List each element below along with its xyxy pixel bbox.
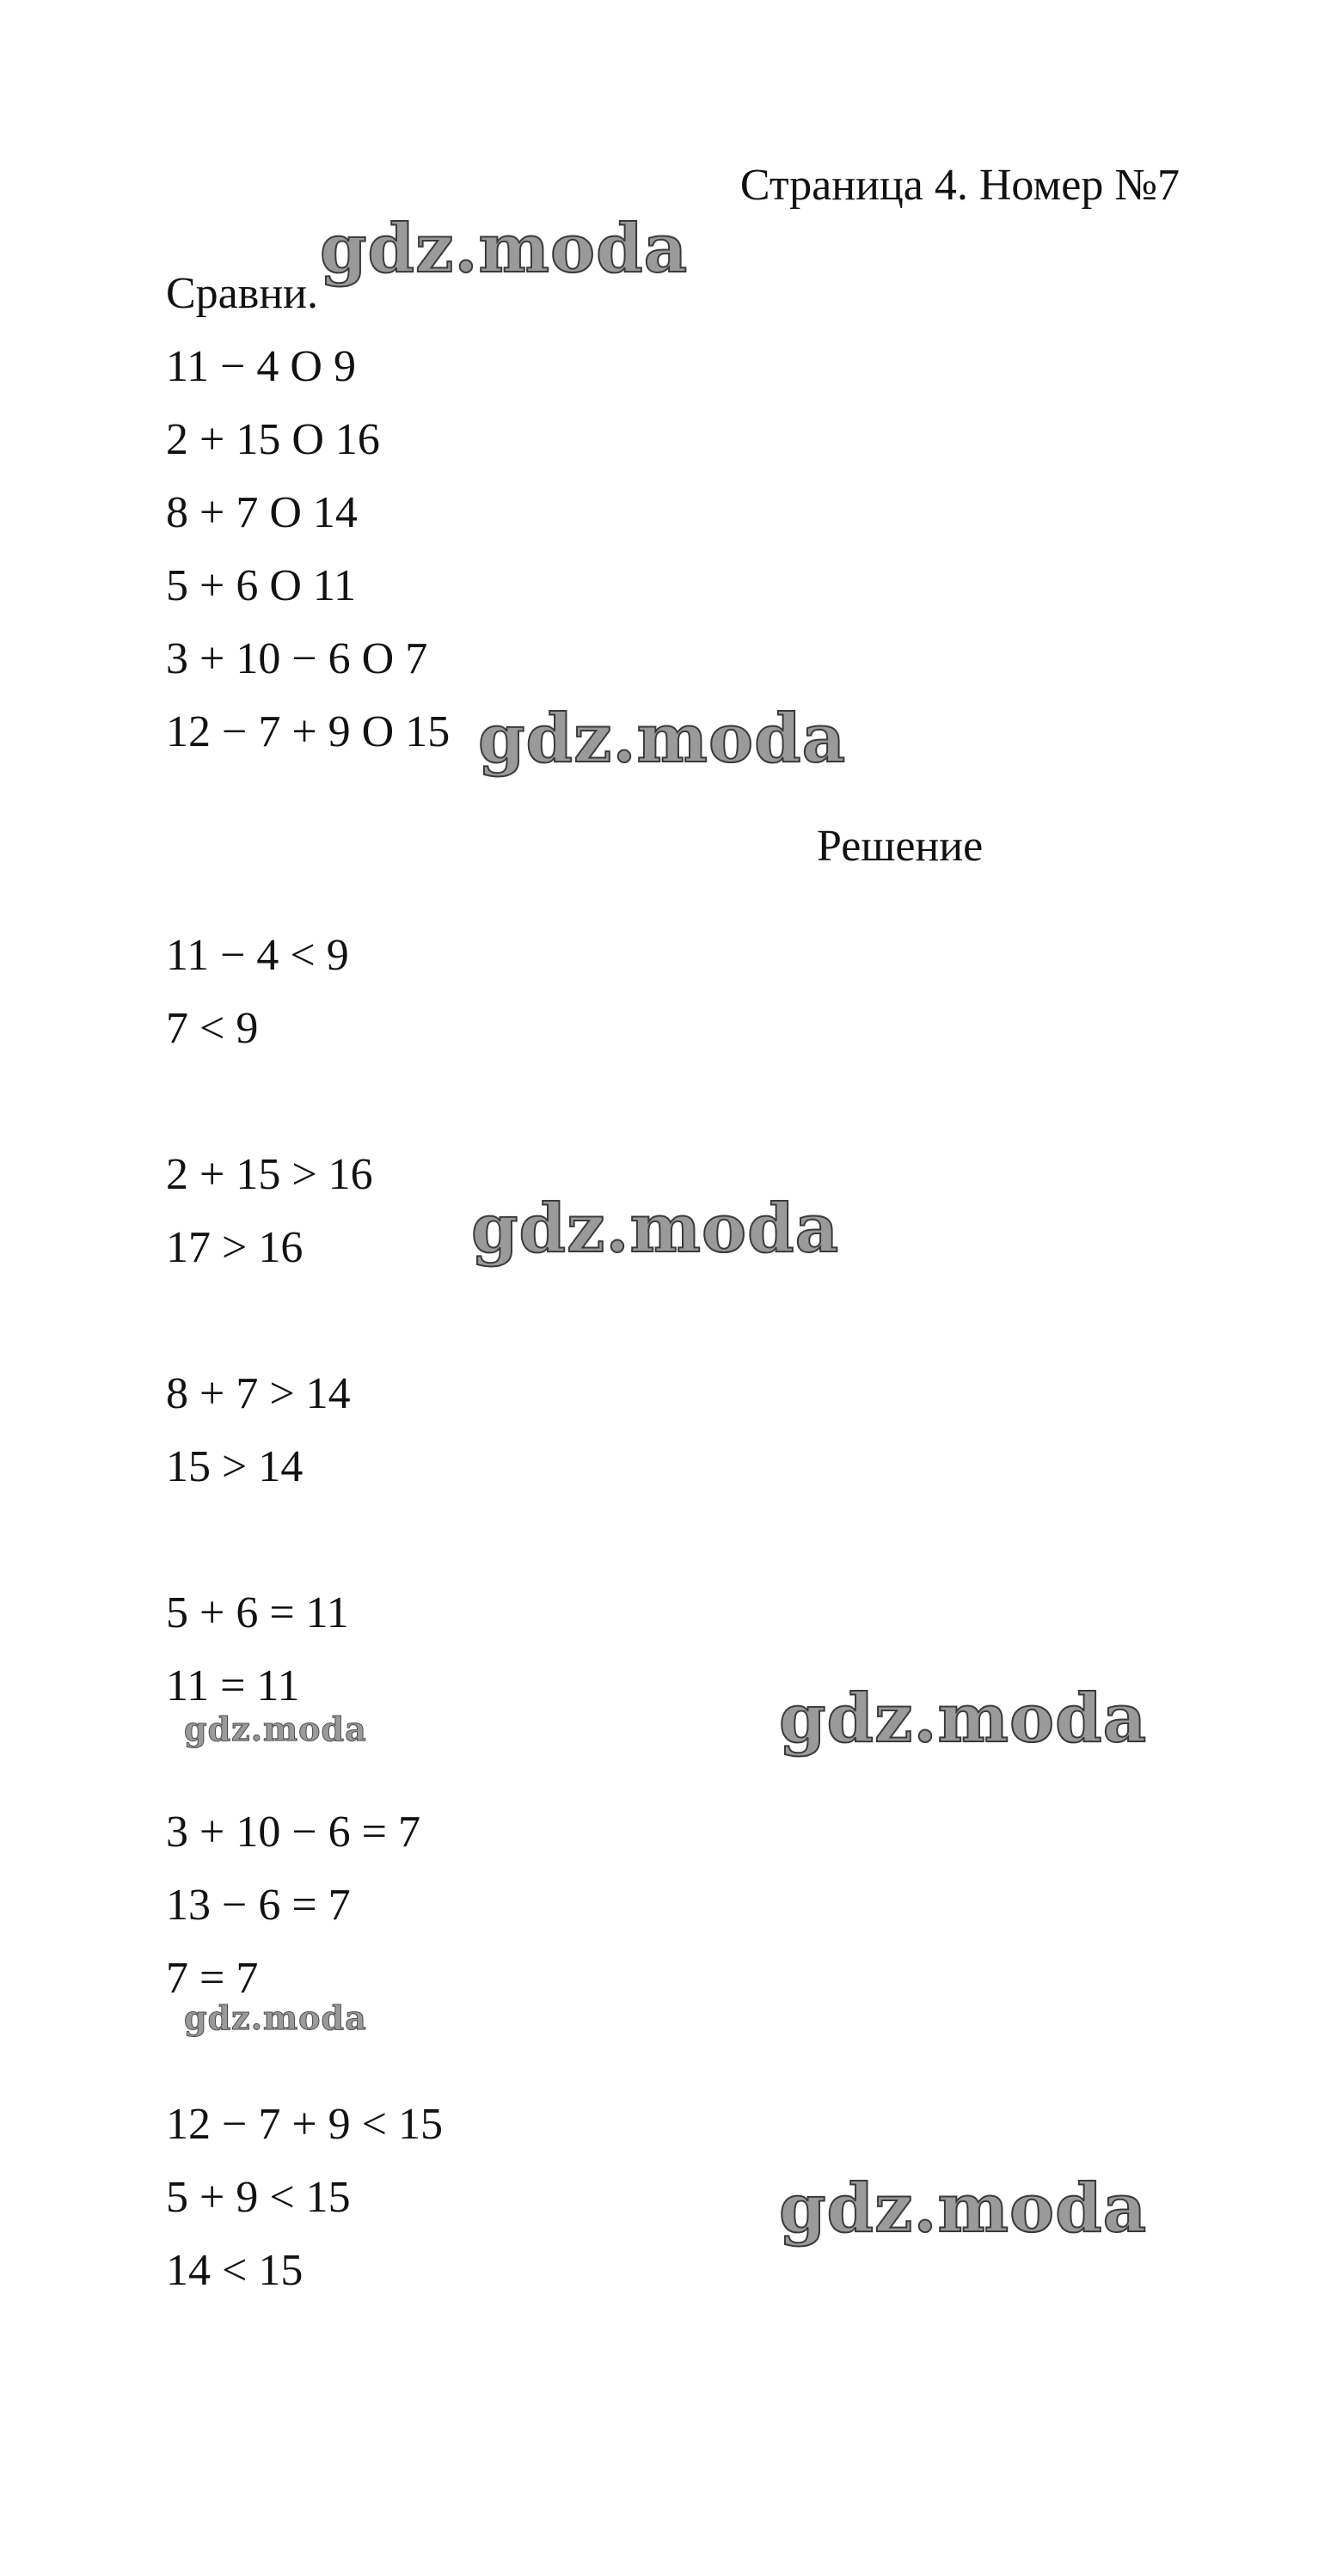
solution-line: 17 > 16 <box>166 1223 304 1272</box>
solution-title: Решение <box>817 822 984 871</box>
task-item: 5 + 6 O 11 <box>166 561 356 610</box>
task-title: Сравни. <box>166 269 318 318</box>
watermark: gdz.moda <box>184 1710 367 1748</box>
solution-line: 12 − 7 + 9 < 15 <box>166 2100 443 2149</box>
watermark: gdz.moda <box>779 1680 1148 1758</box>
page-header: Страница 4. Номер №7 <box>739 161 1180 210</box>
solution-line: 15 > 14 <box>166 1442 304 1491</box>
solution-line: 8 + 7 > 14 <box>166 1369 351 1418</box>
task-item: 2 + 15 O 16 <box>166 415 380 464</box>
watermark: gdz.moda <box>779 2169 1148 2248</box>
solution-line: 11 − 4 < 9 <box>166 931 349 980</box>
watermark: gdz.moda <box>184 1998 367 2037</box>
watermark: gdz.moda <box>320 210 689 288</box>
task-item: 12 − 7 + 9 O 15 <box>166 707 451 756</box>
watermark: gdz.moda <box>478 700 847 778</box>
solution-line: 2 + 15 > 16 <box>166 1150 373 1199</box>
solution-line: 3 + 10 − 6 = 7 <box>166 1808 420 1857</box>
task-item: 8 + 7 O 14 <box>166 488 358 537</box>
solution-line: 7 = 7 <box>166 1954 259 2003</box>
task-item: 11 − 4 O 9 <box>166 342 356 391</box>
task-item: 3 + 10 − 6 O 7 <box>166 634 428 683</box>
solution-line: 5 + 9 < 15 <box>166 2173 351 2222</box>
solution-line: 14 < 15 <box>166 2246 304 2295</box>
watermark: gdz.moda <box>471 1190 840 1268</box>
solution-line: 5 + 6 = 11 <box>166 1588 349 1637</box>
solution-line: 13 − 6 = 7 <box>166 1881 351 1930</box>
solution-line: 11 = 11 <box>166 1661 300 1710</box>
solution-line: 7 < 9 <box>166 1004 259 1053</box>
